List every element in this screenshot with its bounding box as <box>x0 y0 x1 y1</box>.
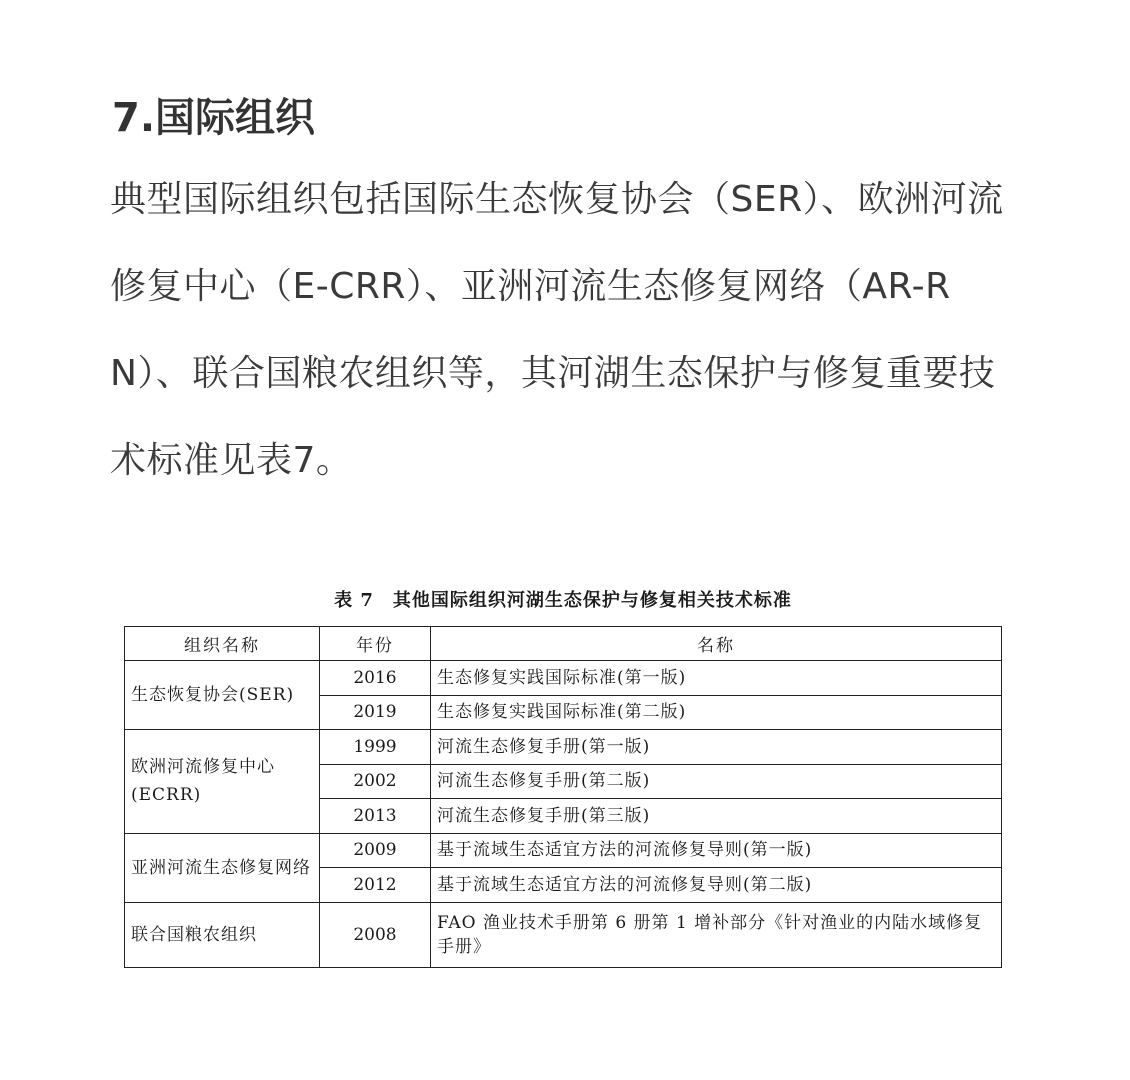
org-cell: 欧洲河流修复中心(ECRR) <box>125 730 320 834</box>
name-cell: 基于流域生态适宜方法的河流修复导则(第二版) <box>431 868 1002 903</box>
year-cell: 2009 <box>320 833 431 868</box>
table-header-row <box>125 627 1002 661</box>
name-cell: 生态修复实践国际标准(第二版) <box>431 695 1002 730</box>
table-row <box>125 661 1002 696</box>
name-cell: 生态修复实践国际标准(第一版) <box>431 661 1002 696</box>
name-cell: 河流生态修复手册(第一版) <box>431 730 1002 765</box>
intro-paragraph: 典型国际组织包括国际生态恢复协会（SER）、欧洲河流修复中心（E-CRR）、亚洲河流生态修复网络（AR-RN）、联合国粮农组织等，其河湖生态保护与修复重要技术标准见表7。 <box>110 179 1004 481</box>
org-cell: 亚洲河流生态修复网络 <box>125 833 320 902</box>
table-row <box>125 902 1002 967</box>
year-cell: 2008 <box>320 902 431 967</box>
header-org: 组织名称 <box>125 627 320 661</box>
year-cell: 2013 <box>320 799 431 834</box>
year-cell: 2012 <box>320 868 431 903</box>
table-row <box>125 833 1002 868</box>
year-cell: 1999 <box>320 730 431 765</box>
year-cell: 2016 <box>320 661 431 696</box>
year-cell: 2002 <box>320 764 431 799</box>
name-cell: 基于流域生态适宜方法的河流修复导则(第一版) <box>431 833 1002 868</box>
standards-table <box>124 626 1002 968</box>
org-cell: 生态恢复协会(SER) <box>125 661 320 730</box>
name-cell: 河流生态修复手册(第二版) <box>431 764 1002 799</box>
name-cell: FAO 渔业技术手册第 6 册第 1 增补部分《针对渔业的内陆水域修复手册》 <box>431 902 1002 967</box>
org-cell: 联合国粮农组织 <box>125 902 320 967</box>
header-name: 名称 <box>431 627 1002 661</box>
section-heading: 7.国际组织 <box>112 95 316 141</box>
name-cell: 河流生态修复手册(第三版) <box>431 799 1002 834</box>
year-cell: 2019 <box>320 695 431 730</box>
table-row <box>125 730 1002 765</box>
table-title: 表 7 其他国际组织河湖生态保护与修复相关技术标准 <box>334 590 792 611</box>
header-year: 年份 <box>320 627 431 661</box>
